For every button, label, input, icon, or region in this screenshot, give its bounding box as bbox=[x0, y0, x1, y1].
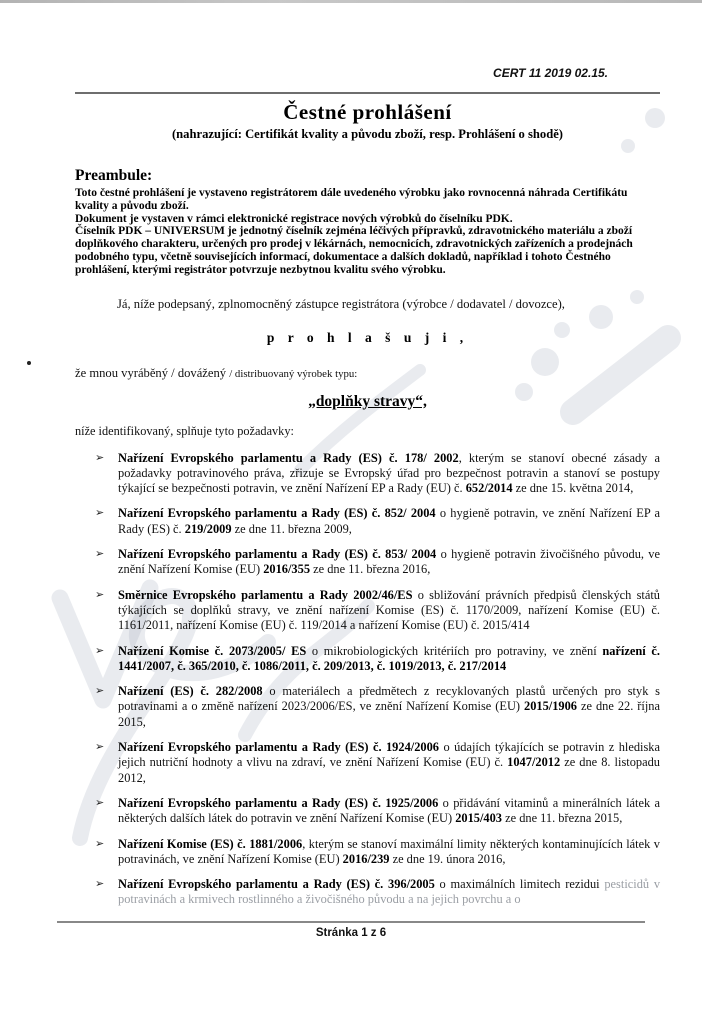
footer-rule bbox=[57, 921, 645, 923]
bullet-arrow-icon: ➢ bbox=[95, 685, 105, 698]
preamble-paragraph: Číselník PDK – UNIVERSUM je jednotný číselník zejména léčivých přípravků, zdravotnického materiálu a zboží doplňkového charakteru, určených pro prodej v lékárnách, nemocnicích, zdravotnických zařízeních a prodejnách podobného typu, včetně souvisejících informací, dokumentace a dalších dokladů, například i tohoto Čestného prohlášení, kterými registrátor potvrzuje nezbytnou kvalitu svého výrobku. bbox=[75, 225, 633, 276]
regulation-text-segment: 1047/2012 bbox=[507, 755, 561, 770]
regulation-text-segment: ze dne 11. března 2015, bbox=[502, 811, 623, 826]
regulation-text-segment: o hygieně potravin, ve znění Nařízení EP a Rady (ES) č. bbox=[118, 506, 660, 536]
regulation-text-segment: ze dne 11. března 2009, bbox=[231, 521, 352, 536]
bullet-arrow-icon: ➢ bbox=[95, 837, 105, 850]
bullet-arrow-icon: ➢ bbox=[95, 548, 105, 561]
preamble-heading: Preambule: bbox=[75, 167, 153, 184]
product-type-line bbox=[75, 366, 660, 381]
preamble-paragraph: Toto čestné prohlášení je vystaveno registrátorem dále uvedeného výrobku jako rovnocenná náhrada Certifikátu kvality a původu zboží. bbox=[75, 187, 628, 212]
regulation-item bbox=[95, 547, 660, 578]
bullet-arrow-icon: ➢ bbox=[95, 878, 105, 891]
regulation-text-segment: o maximálních limitech rezidui bbox=[434, 877, 605, 892]
regulation-text-segment: Nařízení Komise č. 2073/2005/ ES bbox=[118, 643, 307, 658]
regulation-text-segment: 2015/1906 bbox=[524, 699, 578, 714]
regulation-text-segment: 2016/355 bbox=[263, 562, 311, 577]
regulation-item bbox=[95, 837, 660, 868]
bullet-arrow-icon: ➢ bbox=[95, 451, 105, 464]
bullet-arrow-icon: ➢ bbox=[95, 796, 105, 809]
requirements-intro: níže identifikovaný, splňuje tyto požadavky: bbox=[75, 423, 294, 438]
regulation-text-segment: o materiálech a předmětech z recyklovaných plastů určených pro styk s potravinami a o změně nařízení 2023/2006/ES, ve znění Nařízení Komise (EU) bbox=[118, 684, 660, 714]
regulation-text-segment: Nařízení Evropského parlamentu a Rady (ES) č. 1925/2006 bbox=[118, 795, 439, 810]
document-title: Čestné prohlášení bbox=[283, 100, 452, 124]
regulation-text-segment: ze dne 15. května 2014, bbox=[512, 481, 634, 496]
regulation-text-segment: ze dne 19. února 2016, bbox=[389, 851, 506, 866]
preamble-paragraph: Dokument je vystaven v rámci elektronické registrace nových výrobků do číselníku PDK. bbox=[75, 212, 513, 225]
regulation-text-segment: nařízení č. 1441/2007, č. 365/2010, č. 1086/2011, č. 209/2013, č. 1019/2013, č. 217/2014 bbox=[118, 643, 660, 673]
regulation-text-segment: Nařízení Evropského parlamentu a Rady (ES) č. 396/2005 bbox=[118, 877, 435, 892]
regulation-text-segment: Směrnice Evropského parlamentu a Rady 2002/46/ES bbox=[118, 587, 413, 602]
regulation-text-segment: , kterým se stanoví maximální limity některých kontaminujících látek v potravinách, ve znění Nařízení Komise (EU) bbox=[118, 836, 660, 866]
product-line-part-1: že mnou vyráběný / dovážený bbox=[75, 365, 230, 380]
bullet-arrow-icon: ➢ bbox=[95, 741, 105, 754]
regulation-item bbox=[95, 877, 660, 908]
declaration-verb: p r o h l a š u j i , bbox=[266, 329, 469, 345]
regulation-text-segment: o přidávání vitaminů a minerálních látek a některých dalších látek do potravin ve znění Nařízení Komise (EU) bbox=[118, 795, 660, 826]
product-type: „doplňky stravy“, bbox=[308, 392, 427, 410]
doc-code: CERT 11 2019 02.15. bbox=[493, 66, 608, 80]
regulation-text-segment: 2015/403 bbox=[455, 811, 502, 826]
regulation-text-segment: Nařízení Evropského parlamentu a Rady (ES) č. 853/ 2004 bbox=[118, 547, 437, 562]
bullet-arrow-icon: ➢ bbox=[95, 507, 105, 520]
regulation-text-segment: ze dne 11. března 2016, bbox=[310, 562, 431, 577]
regulation-text-segment: Nařízení (ES) č. 282/2008 bbox=[118, 684, 263, 699]
page-footer bbox=[0, 921, 702, 939]
regulation-item bbox=[95, 506, 660, 537]
regulation-text-segment: o mikrobiologických kritériích pro potraviny, ve znění bbox=[306, 643, 603, 658]
regulation-item bbox=[95, 684, 660, 730]
regulation-item bbox=[95, 588, 660, 634]
page-number: Stránka 1 z 6 bbox=[315, 927, 387, 939]
regulation-text-segment: 219/2009 bbox=[184, 521, 232, 536]
regulation-text-segment: Nařízení Komise (ES) č. 1881/2006 bbox=[118, 836, 303, 851]
header-rule bbox=[75, 92, 660, 94]
declaration-intro: Já, níže podepsaný, zplnomocněný zástupce registrátora (výrobce / dodavatel / dovozce), bbox=[117, 296, 565, 311]
regulation-item bbox=[95, 796, 660, 827]
regulation-item bbox=[95, 451, 660, 497]
regulation-text-segment: ze dne 22. října 2015, bbox=[118, 699, 660, 729]
regulation-item bbox=[95, 740, 660, 786]
regulation-text-segment: Nařízení Evropského parlamentu a Rady (ES) č. 178/ 2002 bbox=[118, 450, 459, 465]
regulation-text-segment: 2016/239 bbox=[342, 851, 390, 866]
regulation-text-segment: o sbližování právních předpisů členských států týkajících se doplňků stravy, ve znění nařízení Komise (ES) č. 1170/2009, nařízení Komise (EU) č. 1161/2011, nařízení Komise (EU) č. 119/2014 a nařízení Komise (EU) č. 2015/414 bbox=[118, 587, 660, 633]
regulation-text-segment: Nařízení Evropského parlamentu a Rady (ES) č. 1924/2006 bbox=[118, 740, 439, 755]
bullet-arrow-icon: ➢ bbox=[95, 588, 105, 601]
document-subtitle: (nahrazující: Certifikát kvality a původu zboží, resp. Prohlášení o shodě) bbox=[171, 127, 563, 141]
regulation-text-segment: 652/2014 bbox=[465, 481, 513, 496]
preamble-text bbox=[75, 187, 660, 277]
regulation-text-segment: ze dne 8. listopadu 2012, bbox=[118, 755, 660, 785]
regulation-text-segment: o údajích týkajících se potravin z hlediska jejich nutriční hodnoty a vlivu na zdraví, ve znění Nařízení Komise (EU) č. bbox=[118, 740, 660, 770]
product-line-part-2: / distribuovaný výrobek typu: bbox=[229, 367, 358, 380]
scan-speck-artifact bbox=[27, 361, 31, 365]
regulation-text-segment: Nařízení Evropského parlamentu a Rady (ES) č. 852/ 2004 bbox=[118, 506, 436, 521]
regulation-text-segment: o hygieně potravin živočišného původu, ve znění Nařízení Komise (EU) bbox=[118, 547, 660, 577]
regulation-text-segment: , kterým se stanoví obecné zásady a požadavky potravinového práva, zřizuje se Evropský úřad pro bezpečnost potravin a stanoví se postupy týkající se bezpečnosti potravin, ve znění Nařízení EP a Rady (EU) č. bbox=[118, 450, 660, 496]
regulation-text-segment: pesticidů v potravinách a krmivech rostlinného a živočišného původu a na jejich povrchu a o bbox=[118, 877, 661, 907]
bullet-arrow-icon: ➢ bbox=[95, 644, 105, 657]
regulation-list bbox=[75, 451, 660, 908]
regulation-item bbox=[95, 644, 660, 675]
